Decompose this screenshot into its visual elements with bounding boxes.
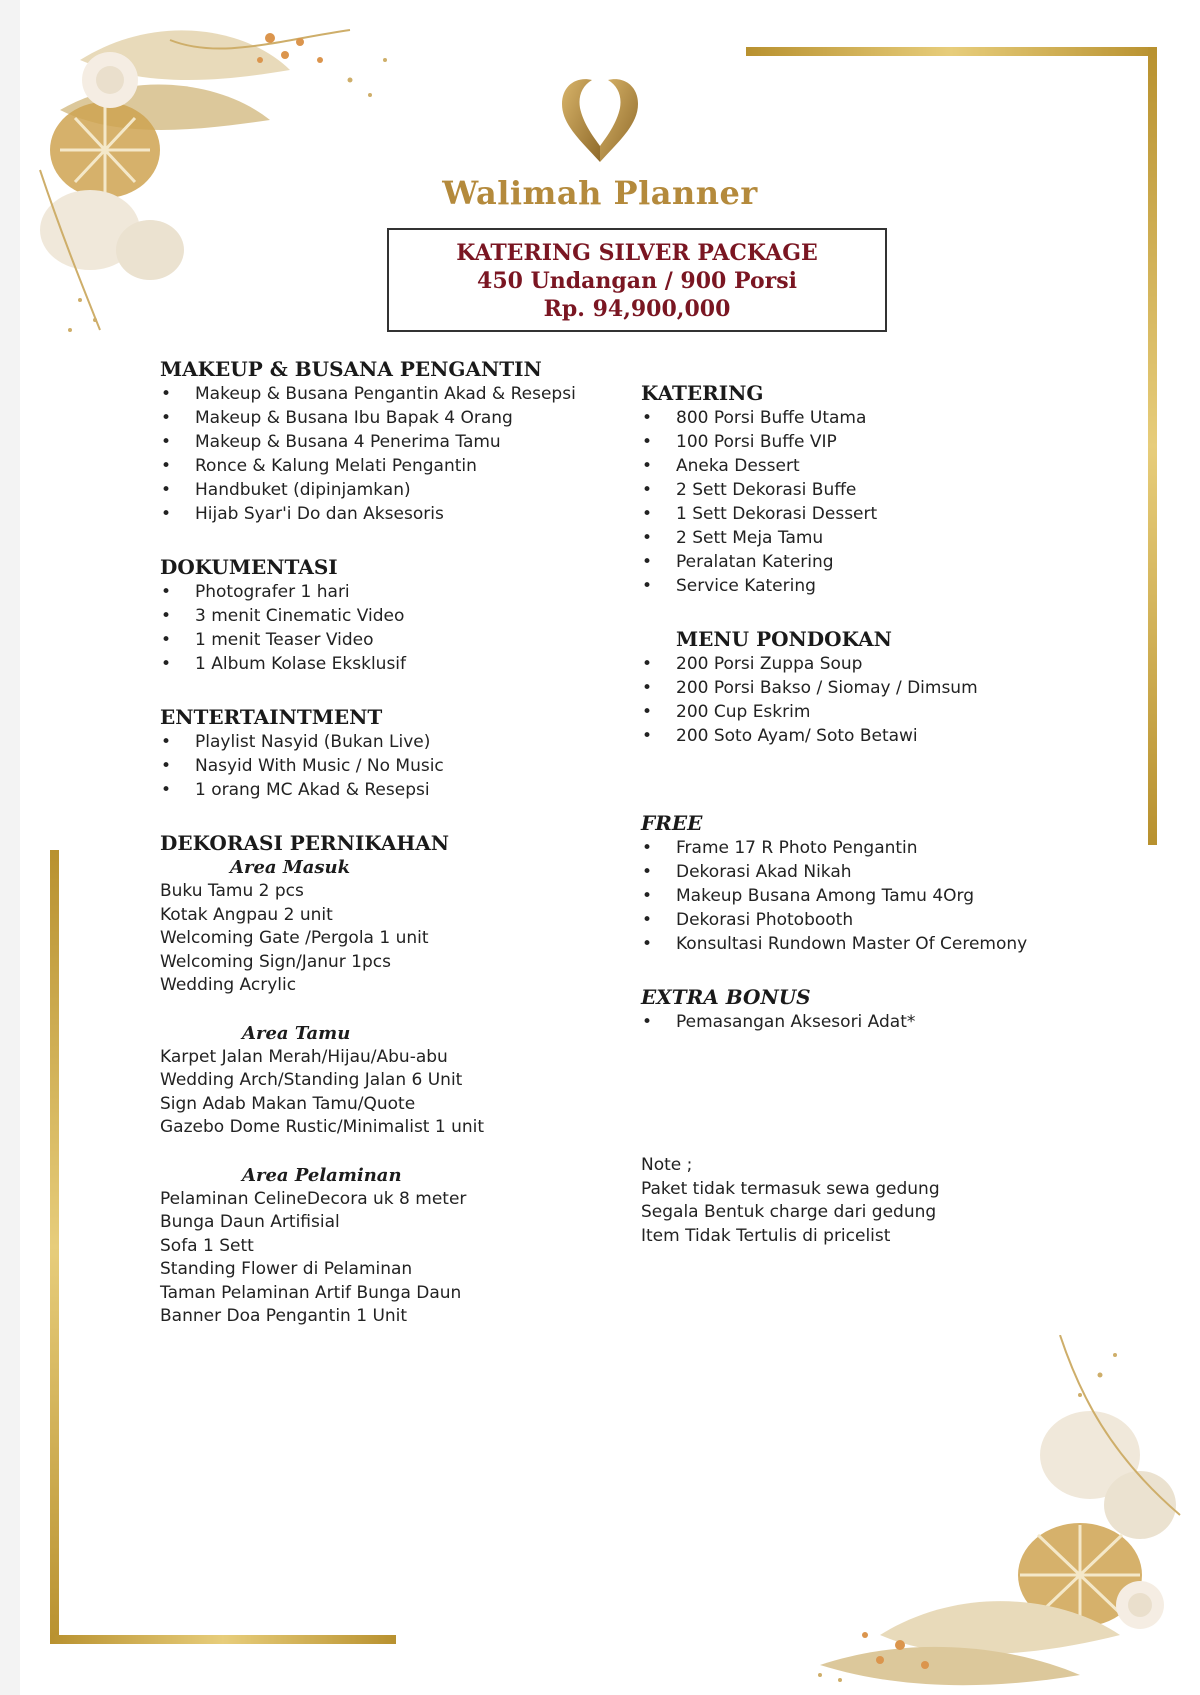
list-item: • 1 orang MC Akad & Resepsi (160, 778, 630, 802)
list-item: Pelaminan CelineDecora uk 8 meter (160, 1188, 467, 1209)
list-item: • 200 Porsi Zuppa Soup (641, 652, 1101, 676)
subsection-title: Area Pelaminan (242, 1164, 402, 1186)
floral-corner-top-left-icon (20, 0, 440, 360)
section-dokumentasi (160, 554, 630, 676)
list-item: • Playlist Nasyid (Bukan Live) (160, 730, 630, 754)
list-item: • 200 Porsi Bakso / Siomay / Dimsum (641, 676, 1101, 700)
section-title: MAKEUP & BUSANA PENGANTIN (160, 357, 542, 381)
package-title: KATERING SILVER PACKAGE (456, 240, 818, 266)
package-guests: 450 Undangan / 900 Porsi (477, 268, 797, 294)
list-item: • Frame 17 R Photo Pengantin (641, 836, 1101, 860)
list-item: Wedding Arch/Standing Jalan 6 Unit (160, 1070, 463, 1090)
section-dekorasi (160, 830, 630, 1329)
section-katering (641, 380, 1101, 598)
section-title: ENTERTAINTMENT (160, 705, 383, 729)
list-item: • 800 Porsi Buffe Utama (641, 406, 1101, 430)
bullet-list (641, 1010, 1101, 1034)
list-item: Taman Pelaminan Artif Bunga Daun (160, 1282, 462, 1303)
gold-frame-left (50, 850, 59, 1644)
list-item: • Makeup & Busana Ibu Bapak 4 Orang (160, 406, 630, 430)
note-title: Note ; (641, 1155, 693, 1175)
list-item: • 3 menit Cinematic Video (160, 604, 630, 628)
list-item: Bunga Daun Artifisial (160, 1212, 340, 1232)
right-column (641, 380, 1101, 1248)
bullet-list (160, 730, 630, 802)
floral-corner-bottom-right-icon (760, 1335, 1200, 1695)
list-item: • Photografer 1 hari (160, 580, 630, 604)
list-item: • Konsultasi Rundown Master Of Ceremony (641, 932, 1101, 956)
bullet-list (160, 580, 630, 676)
list-item: • 100 Porsi Buffe VIP (641, 430, 1101, 454)
list-item: • Hijab Syar'i Do dan Aksesoris (160, 502, 630, 526)
bullet-list (160, 382, 630, 526)
section-menu-pondokan (641, 626, 1101, 748)
package-price: Rp. 94,900,000 (543, 296, 731, 322)
brand-logo (440, 70, 760, 212)
gold-frame-bottom (50, 1635, 396, 1644)
list-item: Banner Doa Pengantin 1 Unit (160, 1306, 408, 1326)
section-title: KATERING (641, 381, 764, 405)
package-header-box (387, 228, 887, 332)
section-makeup (160, 356, 630, 526)
list-item: • Nasyid With Music / No Music (160, 754, 630, 778)
list-item: • Makeup & Busana Pengantin Akad & Resepsi (160, 382, 630, 406)
list-item: Karpet Jalan Merah/Hijau/Abu-abu (160, 1046, 448, 1067)
list-item: • Peralatan Katering (641, 550, 1101, 574)
list-item: • Makeup & Busana 4 Penerima Tamu (160, 430, 630, 454)
list-item: • Service Katering (641, 574, 1101, 598)
list-item: Gazebo Dome Rustic/Minimalist 1 unit (160, 1117, 485, 1137)
section-free (641, 810, 1101, 956)
list-item: Sofa 1 Sett (160, 1235, 254, 1256)
page-edge (0, 0, 20, 1695)
list-item: • 1 Album Kolase Eksklusif (160, 652, 630, 676)
brand-name: Walimah Planner (442, 174, 758, 212)
list-item: • Makeup Busana Among Tamu 4Org (641, 884, 1101, 908)
bullet-list (641, 652, 1101, 748)
list-item: • Dekorasi Akad Nikah (641, 860, 1101, 884)
list-item: Welcoming Sign/Janur 1pcs (160, 951, 391, 972)
gold-frame-top (746, 47, 1157, 56)
list-item: • 200 Soto Ayam/ Soto Betawi (641, 724, 1101, 748)
subsection-title: Area Masuk (230, 857, 351, 878)
list-item: • 1 menit Teaser Video (160, 628, 630, 652)
list-item: • Handbuket (dipinjamkan) (160, 478, 630, 502)
list-item: • 2 Sett Meja Tamu (641, 526, 1101, 550)
list-item: Sign Adab Makan Tamu/Quote (160, 1093, 416, 1114)
list-item: Welcoming Gate /Pergola 1 unit (160, 928, 429, 948)
subsection-title: Area Tamu (242, 1022, 351, 1044)
list-item: • Pemasangan Aksesori Adat* (641, 1010, 1101, 1034)
bullet-list (641, 836, 1101, 956)
list-item: • Dekorasi Photobooth (641, 908, 1101, 932)
section-title: DOKUMENTASI (160, 555, 338, 579)
bullet-list (641, 406, 1101, 598)
section-title: FREE (641, 811, 703, 835)
note-line: Segala Bentuk charge dari gedung (641, 1202, 937, 1222)
list-item: Kotak Angpau 2 unit (160, 904, 333, 925)
list-item: Wedding Acrylic (160, 975, 297, 995)
list-item: Standing Flower di Pelaminan (160, 1259, 413, 1279)
list-item: • Aneka Dessert (641, 454, 1101, 478)
left-column (160, 356, 630, 1329)
list-item: Buku Tamu 2 pcs (160, 881, 304, 901)
section-note (641, 1154, 1101, 1248)
section-title: DEKORASI PERNIKAHAN (160, 831, 450, 855)
note-line: Paket tidak termasuk sewa gedung (641, 1178, 940, 1199)
note-line: Item Tidak Tertulis di pricelist (641, 1225, 891, 1246)
section-title: EXTRA BONUS (641, 985, 811, 1009)
gold-frame-right (1148, 47, 1157, 845)
section-entertainment (160, 704, 630, 802)
list-item: • 2 Sett Dekorasi Buffe (641, 478, 1101, 502)
wp-monogram-icon (552, 70, 648, 166)
list-item: • Ronce & Kalung Melati Pengantin (160, 454, 630, 478)
section-title: MENU PONDOKAN (676, 627, 892, 651)
section-extra-bonus (641, 984, 1101, 1034)
list-item: • 1 Sett Dekorasi Dessert (641, 502, 1101, 526)
list-item: • 200 Cup Eskrim (641, 700, 1101, 724)
